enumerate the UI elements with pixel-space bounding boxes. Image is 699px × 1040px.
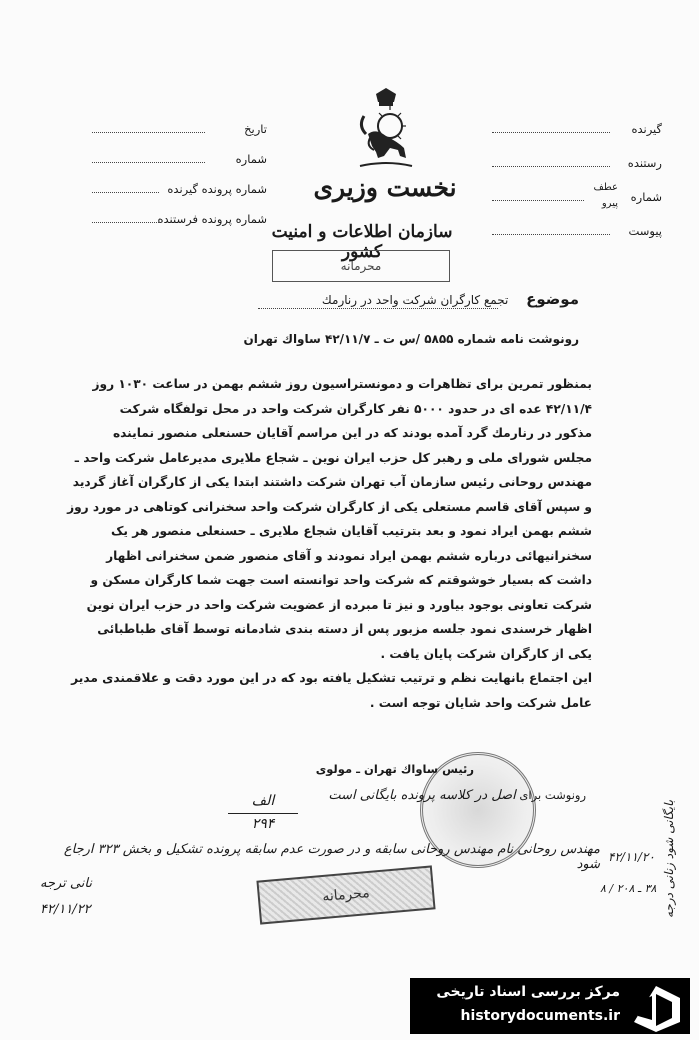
date-field: تاریخ <box>92 118 267 148</box>
body-line: مذکور در رنارمك گرد آمده بودند که در این مراسم آقایان حسنعلی منصور نماینده <box>112 426 592 440</box>
classification-stamp-bottom: محرمانه <box>256 865 435 924</box>
bottom-handwritten-date: ۴۲/۱۱/۲۲ <box>40 902 91 917</box>
number-field: شماره <box>92 148 267 178</box>
reference-number-field: شماره عطف پیرو <box>492 186 662 220</box>
body-line: ۴۲/۱۱/۴ عده ای در حدود ۵۰۰۰ نفر کارگران شرکت واحد در محل تولفگاه شرکت <box>119 401 592 416</box>
reference-line: رونوشت نامه شماره ۵۸۵۵ /س ت ـ ۴۲/۱۱/۷ ساواك تهران <box>243 332 579 346</box>
body-line: عامل شرکت واحد شایان توجه است . <box>369 695 592 710</box>
watermark-logo-icon <box>628 982 684 1034</box>
letter-body <box>62 372 592 715</box>
side-handwritten-note <box>600 800 690 960</box>
body-line: اظهار خرسندی نمود جلسه مزبور پس از دسته بندی شادمانه توسط آقای طباطبائی <box>97 622 592 636</box>
classification-stamp-top: محرمانه <box>272 250 450 282</box>
alef-label: الف <box>251 793 275 809</box>
signature-line: رئیس ساواك تهران ـ مولوی <box>315 762 474 776</box>
body-line: این اجتماع بانهایت نظم و ترتیب تشکیل یافته بود که در این مورد دقت و علاقمندی مدیر <box>71 671 592 685</box>
header-left-fields <box>92 118 267 238</box>
copy-printed: رونوشت برای <box>519 788 586 802</box>
subject-label: موضوع <box>526 290 579 308</box>
sender-field: رستنده <box>492 152 662 186</box>
receiver-file-field: شماره پرونده گیرنده <box>92 178 267 208</box>
copy-handwritten: اصل در کلاسه پرونده بایگانی است <box>328 788 516 803</box>
subject-underline <box>258 308 498 309</box>
body-line: مهندس روحانی رئیس سازمان آب تهران شرکت داشتند ابتدا یکی از کارگران آغاز گردید <box>72 475 592 489</box>
side-note-line2: ۳۸ ـ ۲۰۸ / ۸ <box>600 882 657 895</box>
lion-and-sun-emblem <box>346 86 426 182</box>
copy-note <box>108 788 586 803</box>
body-line: شرکت تعاونی بوجود بیاورد و نیز تا مبرده از عضویت شرکت واحد در حزب ایران نوین <box>86 597 592 612</box>
subject-line <box>322 290 579 308</box>
bottom-handwritten-line1: مهندس روحانی نام مهندس روحانی سابقه و در صورت عدم سابقه پرونده تشکیل و بخش ۳۲۳ ارجاع شود <box>63 842 600 872</box>
file-number: ۲۹۴ <box>228 813 298 832</box>
subject-text: تجمع کارگران شرکت واحد در رنارمك <box>321 293 509 307</box>
file-classification <box>228 793 298 832</box>
body-line: ششم بهمن ایراد نمود و بعد بترتیب آقایان شجاع ملایری ـ حسنعلی منصور هر یک <box>110 524 592 538</box>
letterhead-title: نخست وزیری <box>313 173 457 202</box>
side-note-date: ۴۲/۱۱/۲۰ <box>608 850 655 864</box>
body-line: و سپس آقای قاسم مستعلی یکی از کارگران شرکت واحد سخنرانی کوتاهی در مورد روز <box>67 499 592 514</box>
body-line: مجلس شورای ملی و رهبر کل حزب ایران نوین ـ شجاع ملایری مدیرعامل شرکت واحد ـ <box>74 450 592 465</box>
attachment-field: پیوست <box>492 220 662 254</box>
receiver-field: گیرنده <box>492 118 662 152</box>
side-note-line1: بایگانی شود زنانی درجه <box>662 800 676 919</box>
sender-file-field: شماره پرونده فرستنده <box>92 208 267 238</box>
body-line: بمنظور تمرین برای تظاهرات و دمونستراسیون روز ششم بهمن در ساعت ۱۰۳۰ روز <box>92 377 592 391</box>
body-line: داشت که بسیار خوشوقتم که شرکت واحد توانسته است جهت شما کارگران مسکن و <box>90 573 592 587</box>
body-line: یکی از کارگران شرکت پایان یافت . <box>380 646 592 661</box>
body-line: سخنرانیهائی درباره ششم بهمن ایراد نمودند و آقای منصور ضمن سخنرانی اظهار <box>106 548 592 563</box>
watermark-title: مرکز بررسی اسناد تاریخی <box>436 984 620 1000</box>
bottom-handwritten-line2: نانی ترجه <box>40 876 92 891</box>
header-right-fields <box>492 118 662 254</box>
letterhead-org: سازمان اطلاعات و امنیت کشور <box>271 222 453 262</box>
watermark-url: historydocuments.ir <box>460 1008 620 1024</box>
